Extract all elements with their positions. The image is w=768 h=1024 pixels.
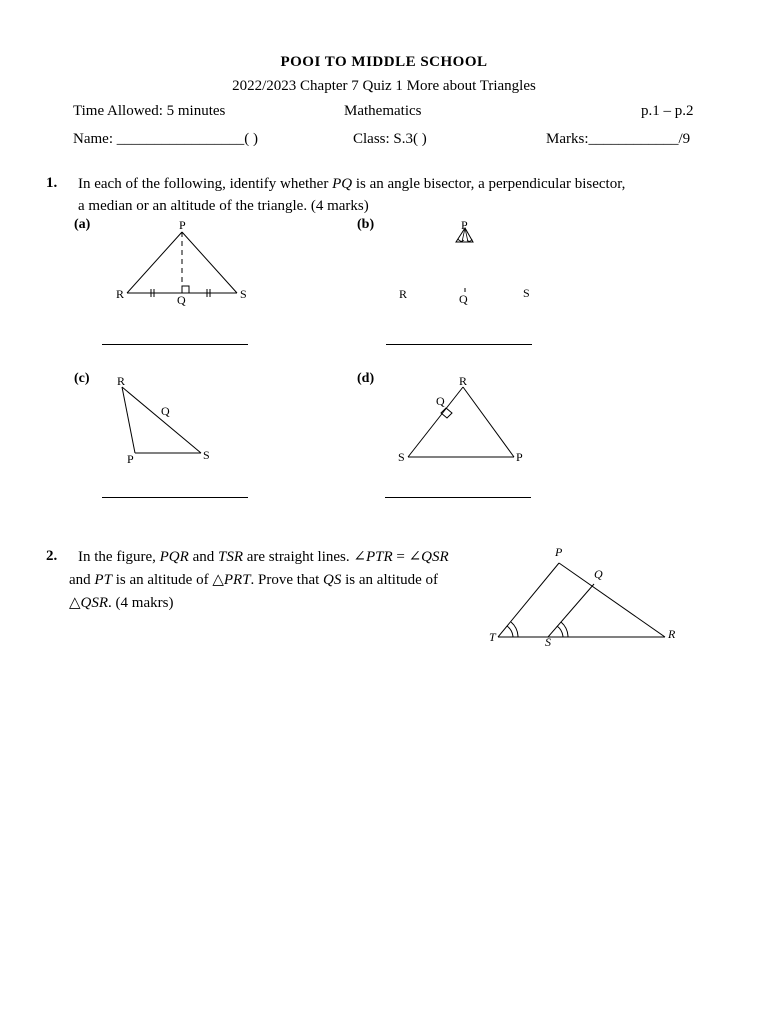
class-field: Class: S.3( ) xyxy=(353,131,427,147)
subject-label: Mathematics xyxy=(344,103,422,119)
vertex-label: R xyxy=(117,374,126,388)
q2-var: PT xyxy=(94,572,112,588)
vertex-label: S xyxy=(240,287,247,301)
part-c-label: (c) xyxy=(74,371,90,386)
q2-text: = ∠ xyxy=(392,549,422,565)
page-range: p.1 – p.2 xyxy=(641,103,694,119)
vertex-label: R xyxy=(116,287,125,301)
vertex-label: R xyxy=(668,627,676,641)
vertex-label: P xyxy=(516,450,523,464)
vertex-label: Q xyxy=(436,394,445,408)
marks-field: Marks:____________/9 xyxy=(546,131,691,147)
school-name: POOI TO MIDDLE SCHOOL xyxy=(280,54,488,70)
vertex-label: R xyxy=(399,287,408,301)
q1-var: PQ xyxy=(332,176,353,192)
name-field: Name: _________________( ) xyxy=(73,131,258,147)
q2-text: In the figure, xyxy=(78,549,160,565)
vertex-label: Q xyxy=(177,293,186,307)
vertex-label: Q xyxy=(161,404,170,418)
vertex-label: P xyxy=(555,545,563,559)
vertex-label: S xyxy=(545,635,551,649)
vertex-label: P xyxy=(127,452,134,466)
q2-var: QS xyxy=(323,572,342,588)
vertex-label: S xyxy=(523,286,530,300)
vertex-label: Q xyxy=(594,567,603,581)
vertex-label: S xyxy=(398,450,405,464)
vertex-label: Q xyxy=(459,292,468,306)
q2-text: . (4 makrs) xyxy=(108,595,174,611)
q2-text: and xyxy=(188,549,218,565)
q2-var: QSR xyxy=(421,549,449,565)
q2-var: PTR xyxy=(365,549,393,565)
part-a-label: (a) xyxy=(74,217,91,232)
part-b-label: (b) xyxy=(357,217,375,232)
q2-var: TSR xyxy=(217,549,243,565)
vertex-label: P xyxy=(179,218,186,232)
q2-var: QSR xyxy=(80,595,109,611)
question1-number: 1. xyxy=(46,175,58,191)
q1-text: is an angle bisector, a perpendicular bisector, xyxy=(352,176,626,192)
q1-text: In each of the following, identify whether xyxy=(78,176,333,192)
vertex-label: T xyxy=(489,630,496,644)
part-d-label: (d) xyxy=(357,371,375,386)
q2-text: are straight lines. ∠ xyxy=(243,549,366,565)
q2-var: PRT xyxy=(223,572,251,588)
question2-number: 2. xyxy=(46,548,58,564)
q2-text: is an altitude of △ xyxy=(111,572,224,588)
q2-text: △ xyxy=(69,595,81,611)
vertex-label: P xyxy=(461,218,468,232)
q2-text: is an altitude of xyxy=(341,572,439,588)
q2-text: and xyxy=(69,572,95,588)
time-allowed: Time Allowed: 5 minutes xyxy=(73,103,226,119)
q2-text: . Prove that xyxy=(250,572,324,588)
vertex-label: R xyxy=(459,374,468,388)
q2-var: PQR xyxy=(159,549,189,565)
question1-line2: a median or an altitude of the triangle. (4 marks) xyxy=(78,198,369,214)
vertex-label: S xyxy=(203,448,210,462)
quiz-title: 2022/2023 Chapter 7 Quiz 1 More about Triangles xyxy=(232,78,536,94)
